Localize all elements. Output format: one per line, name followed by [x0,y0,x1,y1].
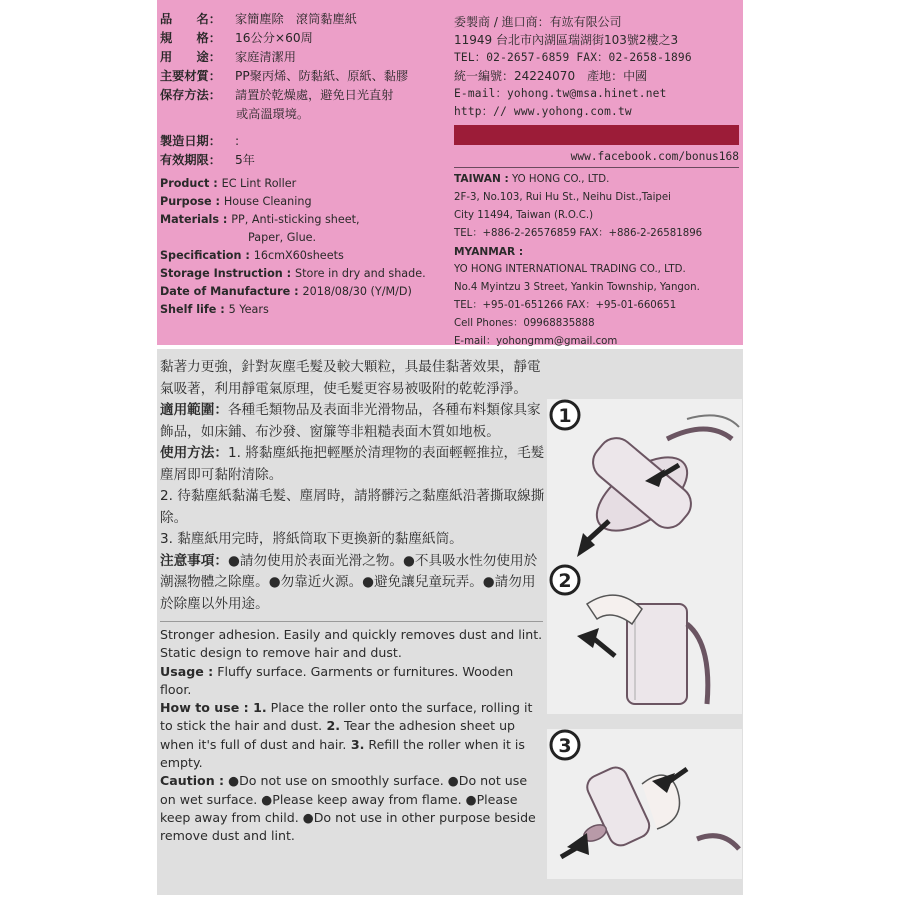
zh-intro: 黏著力更強，針對灰塵毛髮及較大顆粒，具最佳黏著效果，靜電氣吸著，利用靜電氣原理，使毛髮更容易被吸附的乾乾淨淨。 [160,359,541,397]
myanmar-tel: TEL：+95-01-651266 FAX：+95-01-660651 [454,300,677,311]
zh-scope: 適用範圍：各種毛類物品及表面非光滑物品，各種布料類傢具家飾品，如床鋪、布沙發、窗簾等非粗糙表面木質如地板。 [160,402,541,440]
taiwan-company: TAIWAN : YO HONG CO., LTD. [454,173,610,185]
en-row-shelf: Shelf life : 5 Years [160,303,269,316]
en-row-materials-cont: Paper, Glue. [248,231,317,244]
importer-address: 11949 台北市內湖區瑞湖街103號2樓之3 [454,33,679,47]
spec-row-name: 品 名： 家簡塵除 滾筒黏塵紙 [160,12,357,26]
taiwan-tel: TEL：+886-2-26576859 FAX：+886-2-26581896 [454,228,703,239]
en-row-storage: Storage Instruction : Store in dry and shade. [160,267,426,280]
en-caution: Caution : ●Do not use on smoothly surface. ●Do not use on wet surface. ●Please keep away from flame. ●Please keep away from child. ●Do not use in other purpose beside remove dust and lint. [160,773,536,844]
importer-website: http：// www.yohong.com.tw [454,105,632,118]
myanmar-cell: Cell Phones：09968835888 [454,318,595,329]
importer-name: 委製商 / 進口商：有竑有限公司 [454,15,622,29]
en-usage: Usage : Fluffy surface. Garments or furnitures. Wooden floor. [160,663,514,697]
product-spec-column [160,10,445,319]
zh-usage: 使用方法：1. 將黏塵紙拖把輕壓於清理物的表面輕輕推拉，毛髮塵屑即可黏附清除。 [160,445,545,483]
en-row-spec: Specification : 16cmX60sheets [160,249,344,262]
importer-tax-id: 統一編號：24224070 產地：中國 [454,69,648,83]
spec-row-use: 用 途： 家庭清潔用 [160,50,296,64]
step-1-number: 1 [558,405,572,427]
spec-row-material: 主要材質： PP聚丙烯、防黏紙、原紙、黏膠 [160,69,409,83]
instructions-panel [157,349,743,895]
step-3-number: 3 [558,735,572,757]
product-info-panel [157,0,743,345]
spec-row-size: 規 格： 16公分×60周 [160,31,313,45]
spec-row-mfg-date: 製造日期： : [160,134,240,148]
en-row-mfg: Date of Manufacture : 2018/08/30 (Y/M/D) [160,285,412,298]
step-3-illustration [547,729,742,879]
taiwan-address-2: City 11494, Taiwan (R.O.C.) [454,210,594,221]
instructions-text [160,357,545,846]
en-row-materials: Materials : PP, Anti-sticking sheet, [160,213,360,226]
en-row-purpose: Purpose : House Cleaning [160,195,312,208]
taiwan-address-1: 2F-3, No.103, Rui Hu St., Neihu Dist.,Taipei [454,192,671,203]
red-banner [454,125,739,145]
en-intro: Stronger adhesion. Easily and quickly removes dust and lint. Static design to remove hair and dust. [160,627,543,661]
spec-row-storage-cont: 或高溫環境。 [236,107,310,121]
step-2-illustration [547,564,742,714]
myanmar-address: No.4 Myintzu 3 Street, Yankin Township, Yangon. [454,282,700,293]
importer-tel: TEL：02-2657-6859 FAX：02-2658-1896 [454,51,692,64]
myanmar-label: MYANMAR : [454,246,524,258]
zh-caution: 注意事項：●請勿使用於表面光滑之物。●不具吸水性勿使用於潮濕物體之除塵。●勿靠近火源。●避免讓兒童玩弄。●請勿用於除塵以外用途。 [160,552,538,612]
importer-email: E-mail：yohong.tw@msa.hinet.net [454,87,667,100]
spec-row-storage: 保存方法： 請置於乾燥處，避免日光直射 [160,88,394,102]
myanmar-email: E-mail：yohongmm@gmail.com [454,336,618,347]
en-how-to-use: How to use : 1. Place the roller onto the surface, rolling it to stick the hair and dust. 2. Tear the adhesion sheet up when it's full of dust and hair. 3. Refill the roller when it is empty. [160,700,533,771]
refill-roller-icon [547,729,742,879]
spec-row-valid: 有效期限： 5年 [160,153,255,167]
en-row-product: Product : EC Lint Roller [160,177,297,190]
roller-push-icon [547,399,742,569]
importer-column [454,13,739,351]
step-1-illustration [547,399,742,569]
myanmar-company: YO HONG INTERNATIONAL TRADING CO., LTD. [454,264,686,275]
divider [454,167,739,168]
section-divider [160,621,543,622]
tear-sheet-icon [547,564,742,714]
facebook-url: www.facebook.com/bonus168 [570,150,739,163]
zh-step-2: 2. 待黏塵紙黏滿毛髮、塵屑時，請將髒污之黏塵紙沿著撕取線撕除。 [160,488,545,526]
step-2-number: 2 [558,570,572,592]
zh-step-3: 3. 黏塵紙用完時，將紙筒取下更換新的黏塵紙筒。 [160,531,463,547]
